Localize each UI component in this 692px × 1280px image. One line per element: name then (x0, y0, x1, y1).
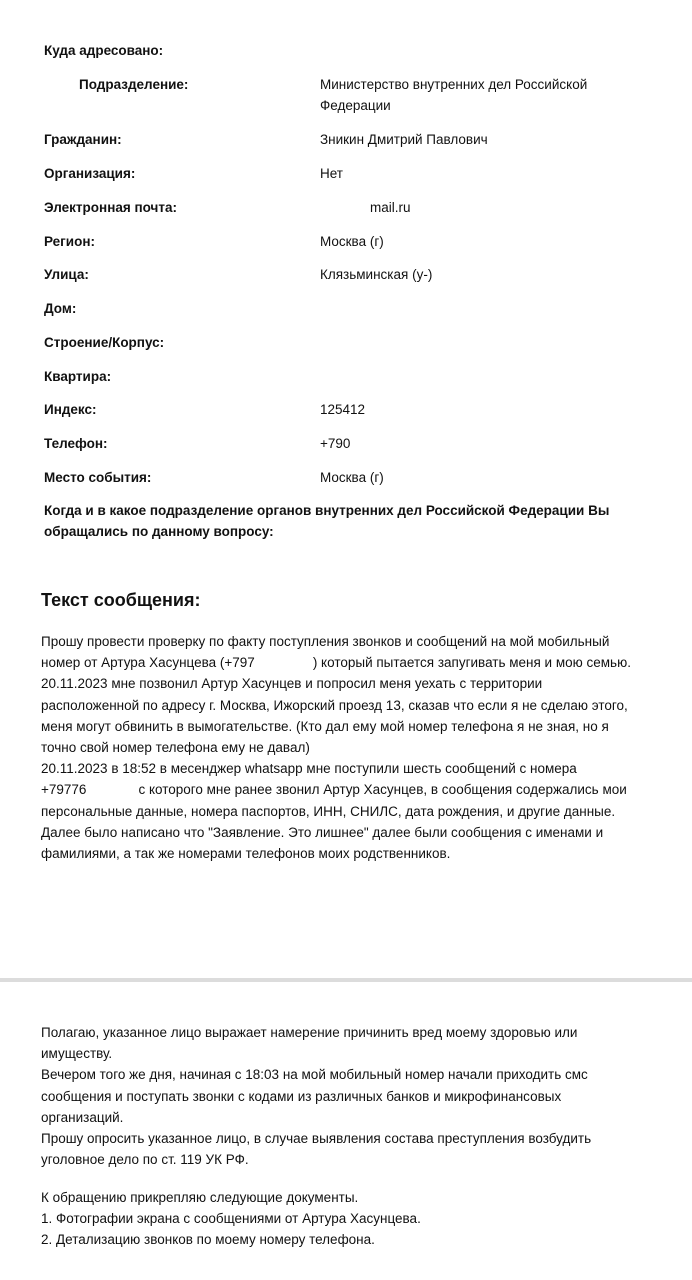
field-label-event-place: Место события: (44, 470, 152, 485)
field-value-citizen: Зникин Дмитрий Павлович (320, 132, 488, 147)
message-body (41, 631, 671, 864)
field-value-region: Москва (г) (320, 234, 384, 249)
paragraph-line: Полагаю, указанное лицо выражает намерение причинить вред моему здоровью или (41, 1025, 578, 1040)
message-line: Далее было написано что "Заявление. Это лишнее" далее были сообщения с именами и (41, 824, 604, 840)
message-line: номер от Артура Хасунцева (+797 ) который пытается запугивать меня и мою семью. (41, 655, 631, 671)
field-value-event-place: Москва (г) (320, 470, 384, 485)
threat-paragraph (41, 1022, 671, 1170)
paragraph-line: организаций. (41, 1109, 124, 1125)
paragraph-line: сообщения и поступать звонки с кодами из различных банков и микрофинансовых (41, 1088, 562, 1104)
field-label-email: Электронная почта: (44, 200, 177, 215)
paragraph-line: Прошу опросить указанное лицо, в случае выявления состава преступления возбудить (41, 1131, 592, 1147)
paragraph-line: уголовное дело по ст. 119 УК РФ. (41, 1152, 249, 1168)
paragraph-line: имуществу. (41, 1046, 113, 1062)
field-label-building: Строение/Корпус: (44, 335, 165, 350)
field-label-citizen: Гражданин: (44, 132, 122, 147)
message-line: персональные данные, номера паспортов, ИНН, СНИЛС, дата рождения, и другие данные. (41, 803, 616, 819)
field-label-organization: Организация: (44, 166, 136, 181)
field-value-organization: Нет (320, 166, 343, 181)
field-label-region: Регион: (44, 234, 95, 249)
document-page-2 (0, 982, 692, 1280)
message-line: +79776 с которого мне ранее звонил Артур Хасунцев, в сообщения содержались мои (41, 782, 627, 798)
message-line: Прошу провести проверку по факту поступления звонков и сообщений на мой мобильный (41, 634, 610, 649)
addressed-label: Куда адресовано: (44, 43, 164, 58)
message-line: точно свой номер телефона ему не давал) (41, 740, 310, 756)
field-value-phone: +790 (320, 436, 351, 451)
attachments-list (41, 1187, 671, 1251)
field-value-email: mail.ru (370, 200, 411, 215)
message-line: 20.11.2023 мне позвонил Артур Хасунцев и попросил меня уехать с территории (41, 676, 543, 692)
message-line: расположенной по адресу г. Москва, Ижорский проезд 13, сказав что если я не сделаю этого, (41, 697, 628, 713)
attachment-item: 1. Фотографии экрана с сообщениями от Артура Хасунцева. (41, 1211, 421, 1227)
attachments-intro: К обращению прикрепляю следующие документы. (41, 1190, 359, 1205)
message-line: фамилиями, а так же номерами телефонов моих родственников. (41, 846, 451, 862)
field-label-index: Индекс: (44, 402, 97, 417)
field-value-index: 125412 (320, 402, 366, 417)
field-label-apartment: Квартира: (44, 369, 112, 384)
paragraph-line: Вечером того же дня, начиная с 18:03 на мой мобильный номер начали приходить смс (41, 1067, 588, 1083)
field-label-street: Улица: (44, 267, 89, 282)
message-line: 20.11.2023 в 18:52 в месенджер whatsapp мне поступили шесть сообщений с номера (41, 761, 577, 777)
message-line: меня могут обвинить в вымогательстве. (Кто дал ему мой номер телефона я не зная, но я (41, 718, 609, 734)
field-label-house: Дом: (44, 301, 77, 316)
field-value-street: Клязьминская (у-) (320, 267, 433, 282)
field-label-department: Подразделение: (79, 77, 189, 92)
message-title: Текст сообщения: (41, 590, 201, 610)
field-label-phone: Телефон: (44, 436, 108, 451)
field-value-department: Министерство внутренних дел Российской Федерации (320, 77, 588, 113)
attachment-item: 2. Детализацию звонков по моему номеру телефона. (41, 1232, 375, 1248)
prior-contact-question: Когда и в какое подразделение органов внутренних дел Российской Федерации Вы обращались по данному вопросу: (44, 503, 610, 539)
